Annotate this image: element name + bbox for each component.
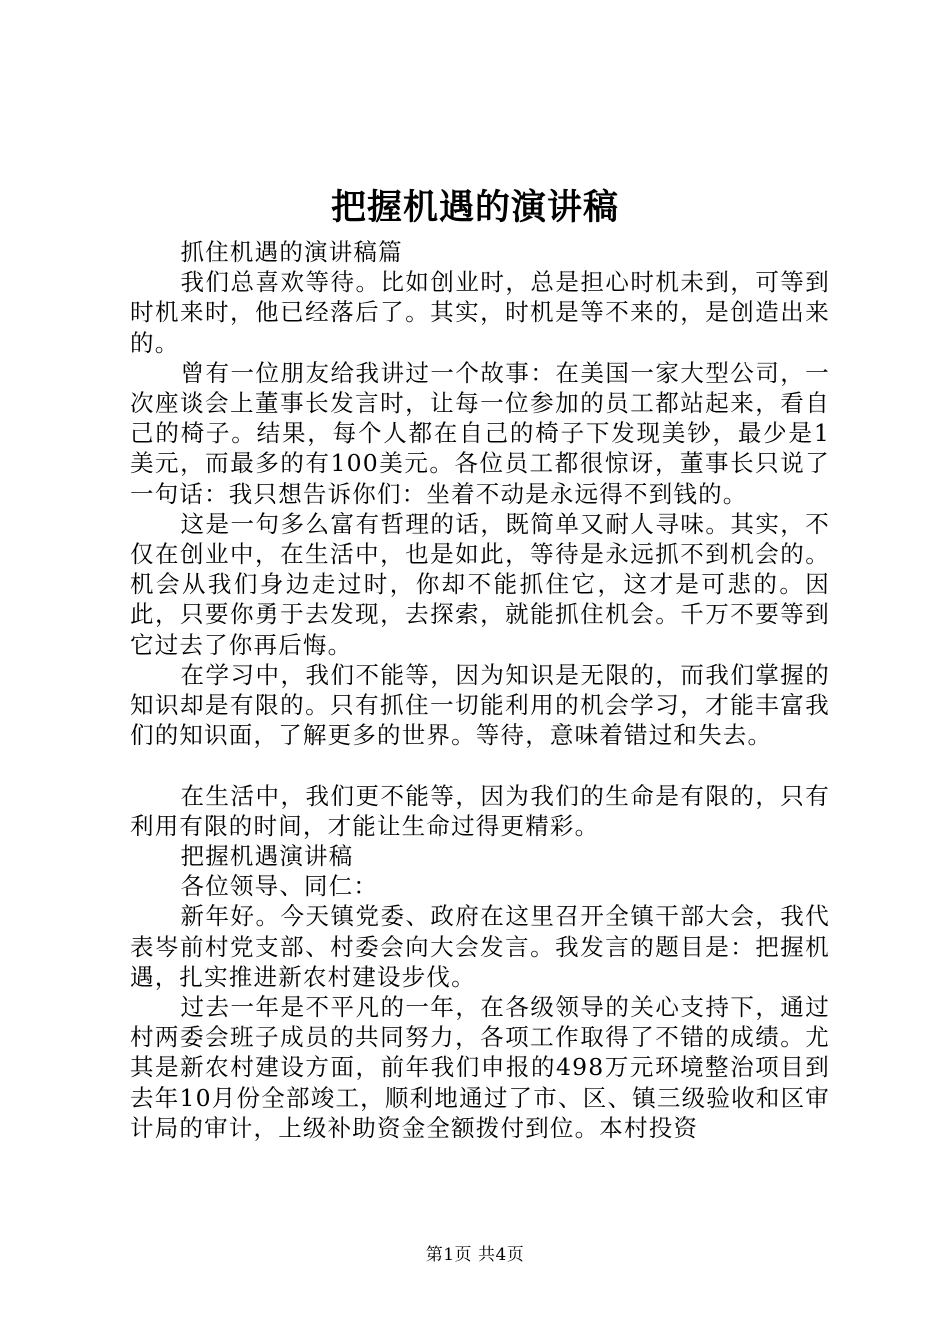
section-heading: 把握机遇演讲稿 — [180, 842, 354, 871]
document-title: 把握机遇的演讲稿 — [330, 187, 619, 228]
paragraph: 在学习中，我们不能等，因为知识是无限的，而我们掌握的知识却是有限的。只有抓住一切能利用的机会学习，才能丰富我们的知识面，了解更多的世界。等待，意味着错过和失去。 — [130, 660, 830, 750]
paragraph: 过去一年是不平凡的一年，在各级领导的关心支持下，通过村两委会班子成员的共同努力，各项工作取得了不错的成绩。尤其是新农村建设方面，前年我们申报的498万元环境整治项目到去年10月份全部竣工，顺利地通过了市、区、镇三级验收和区审计局的审计，上级补助资金全额拨付到位。本村投资 — [130, 993, 830, 1142]
paragraph: 这是一句多么富有哲理的话，既简单又耐人寻味。其实，不仅在创业中，在生活中，也是如此，等待是永远抓不到机会的。机会从我们身边走过时，你却不能抓住它，这才是可悲的。因此，只要你勇于去发现，去探索，就能抓住机会。千万不要等到它过去了你再后悔。 — [130, 509, 830, 659]
paragraph: 曾有一位朋友给我讲过一个故事：在美国一家大型公司，一次座谈会上董事长发言时，让每一位参加的员工都站起来，看自己的椅子。结果，每个人都在自己的椅子下发现美钞，最少是1美元，而最多的有100美元。各位员工都很惊讶，董事长只说了一句话：我只想告诉你们：坐着不动是永远得不到钱的。 — [130, 358, 830, 508]
paragraph: 新年好。今天镇党委、政府在这里召开全镇干部大会，我代表岑前村党支部、村委会向大会发言。我发言的题目是：把握机遇，扎实推进新农村建设步伐。 — [130, 902, 830, 991]
paragraph: 我们总喜欢等待。比如创业时，总是担心时机未到，可等到时机来时，他已经落后了。其实，时机是等不来的，是创造出来的。 — [130, 268, 830, 357]
page-number-footer: 第1页 共4页 — [425, 1245, 525, 1265]
salutation: 各位领导、同仁： — [180, 872, 379, 901]
blank-line — [130, 750, 830, 780]
document-body — [130, 237, 830, 1143]
paragraph: 在生活中，我们更不能等，因为我们的生命是有限的，只有利用有限的时间，才能让生命过得更精彩。 — [130, 781, 830, 840]
section-heading: 抓住机遇的演讲稿篇 — [180, 238, 403, 266]
